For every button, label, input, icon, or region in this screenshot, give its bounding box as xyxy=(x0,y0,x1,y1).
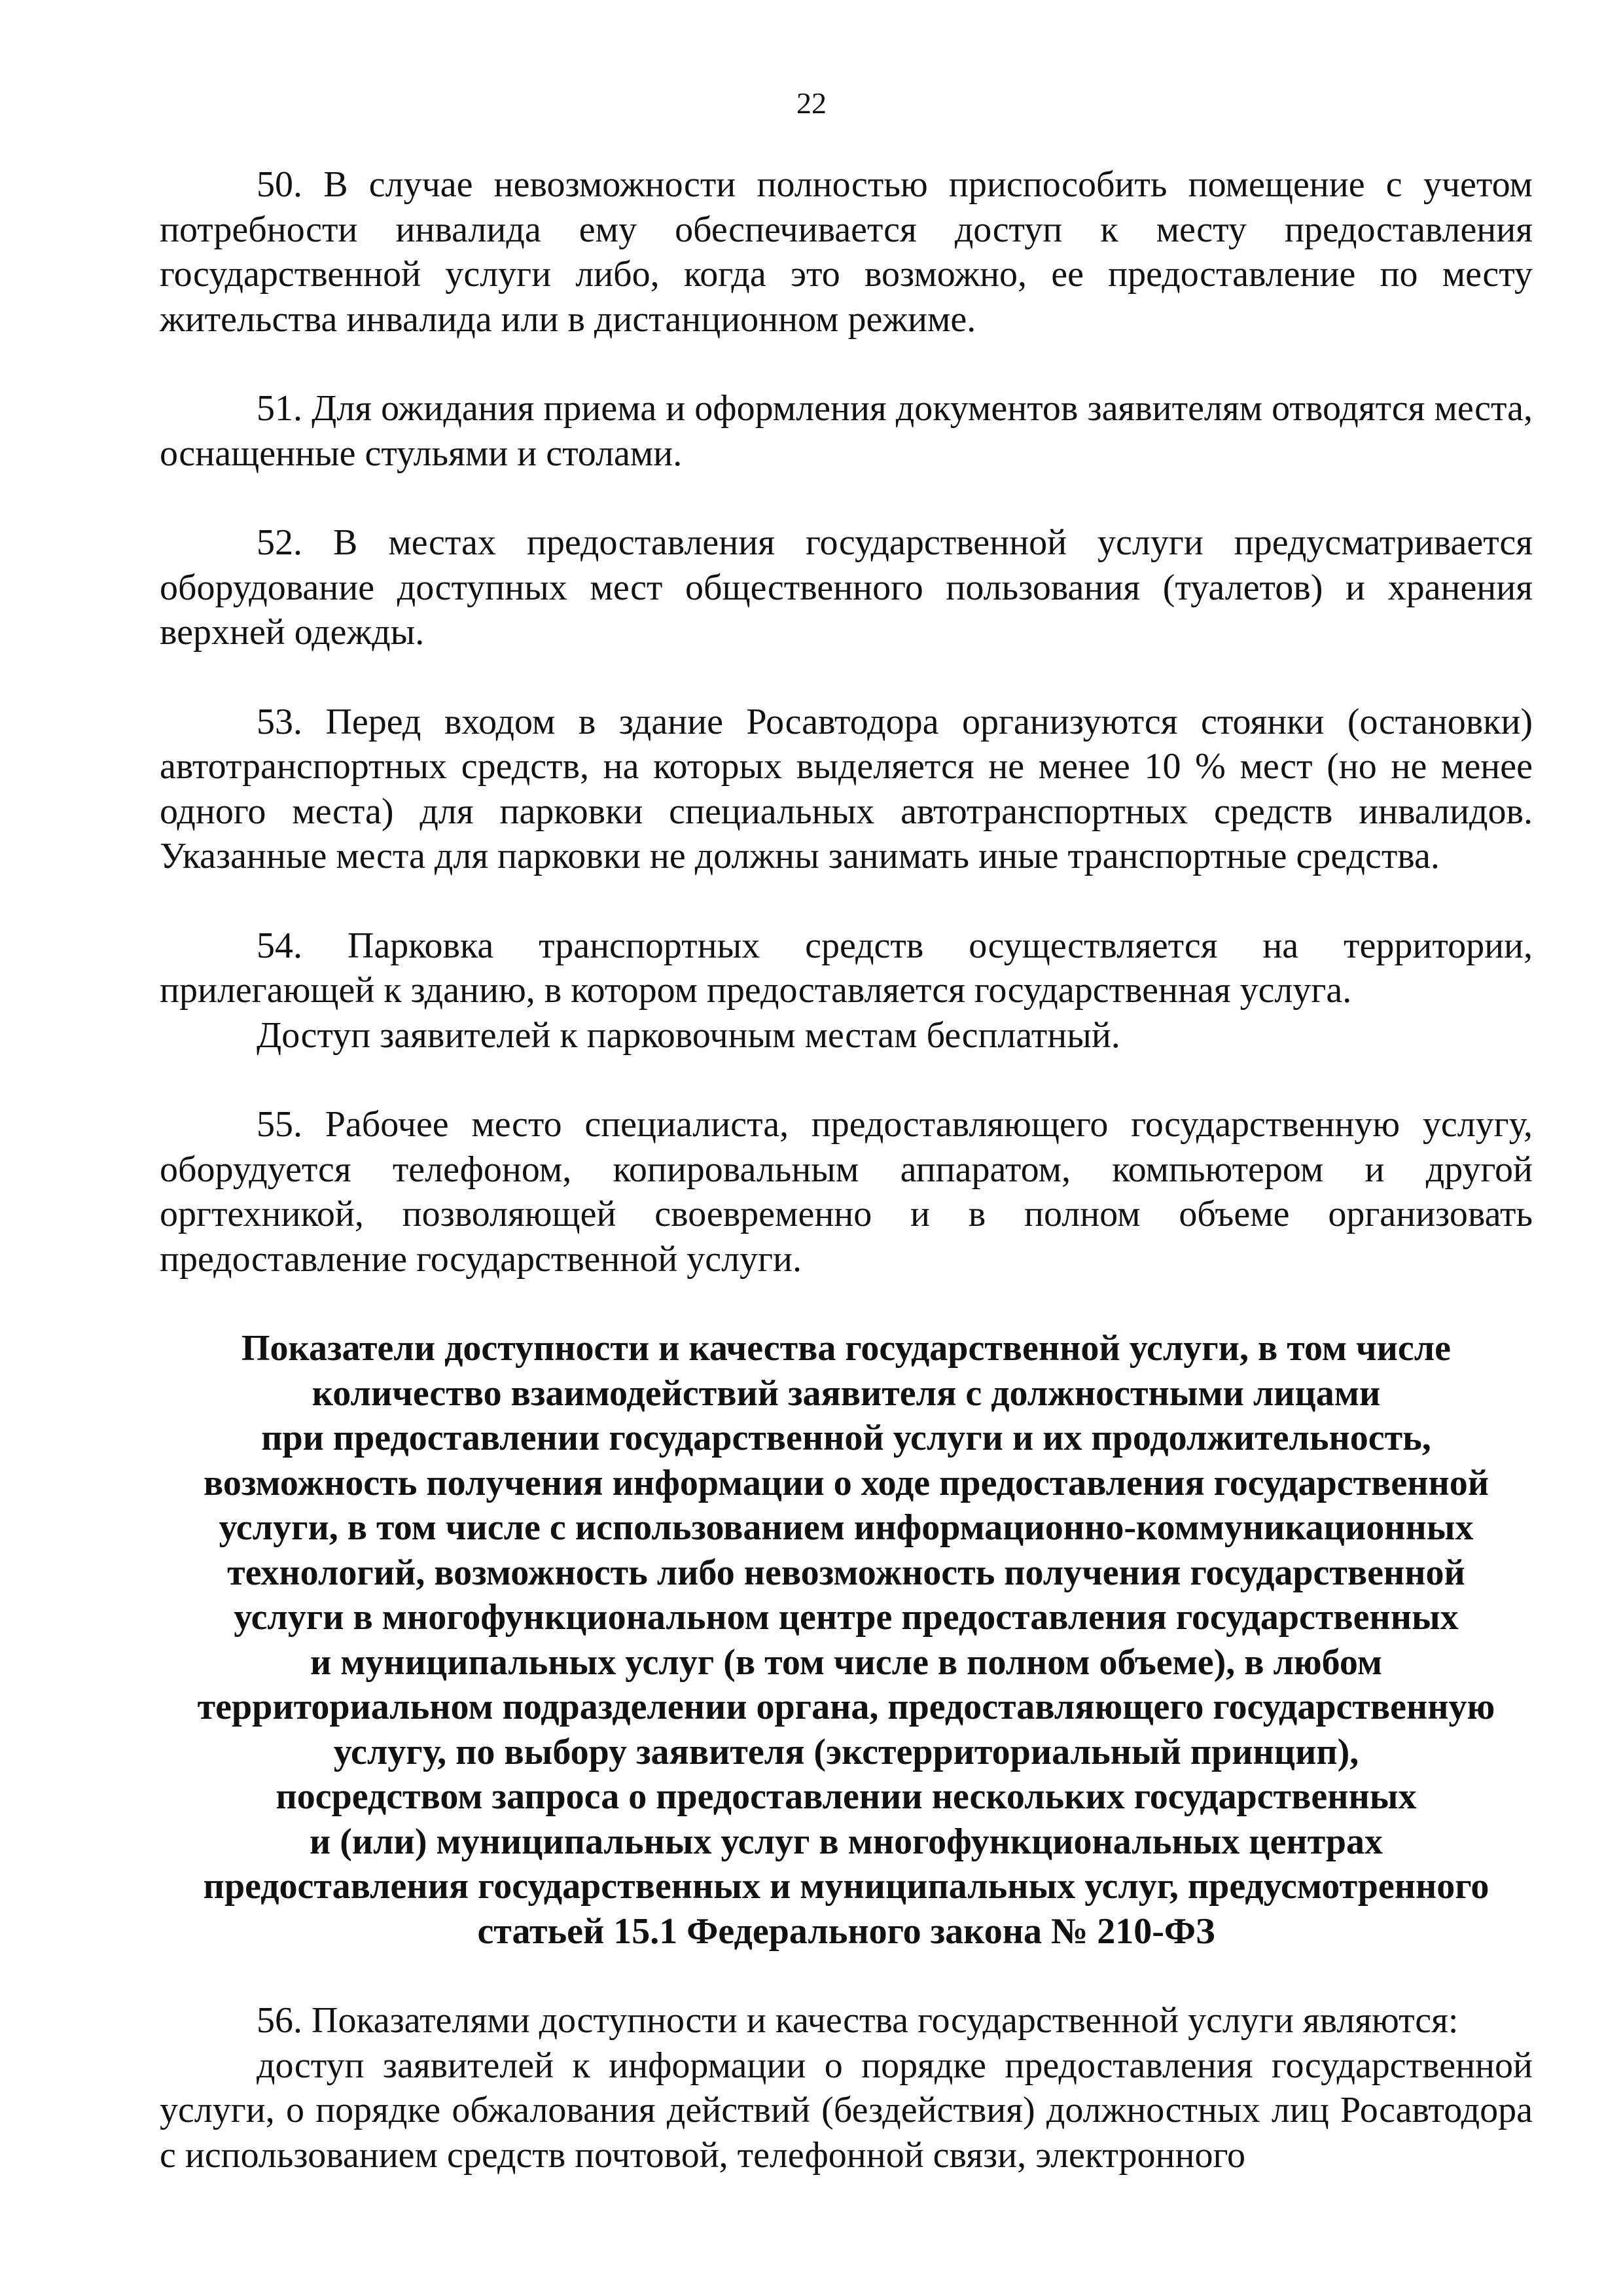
heading-line: количество взаимодействий заявителя с должностными лицами xyxy=(312,1372,1381,1414)
heading-line: технологий, возможность либо невозможность получения государственной xyxy=(227,1552,1465,1593)
heading-line: предоставления государственных и муниципальных услуг, предусмотренного xyxy=(203,1866,1489,1907)
paragraph-56: 56. Показателями доступности и качества государственной услуги являются: xyxy=(257,2000,1459,2041)
heading-line: и муниципальных услуг (в том числе в полном объеме), в любом xyxy=(310,1641,1383,1683)
document-body xyxy=(160,162,1533,2178)
heading-line: посредством запроса о предоставлении нескольких государственных xyxy=(276,1776,1417,1817)
heading-line: статьей 15.1 Федерального закона № 210-ФЗ xyxy=(477,1910,1215,1952)
heading-line: услуги в многофункциональном центре предоставления государственных xyxy=(234,1597,1459,1638)
paragraph-54: 54. Парковка транспортных средств осуществляется на территории, прилегающей к зданию, в котором предоставляется государственная услуга. xyxy=(160,925,1533,1011)
heading-line: услуги, в том числе с использованием информационно-коммуникационных xyxy=(219,1507,1474,1548)
paragraph-53: 53. Перед входом в здание Росавтодора организуются стоянки (остановки) автотранспортных средств, на которых выделяется не менее 10 % мест (но не менее одного места) для парковки специальных автотранспортных средств инвалидов. Указанные места для парковки не должны занимать иные транспортные средства. xyxy=(160,701,1533,876)
heading-line: возможность получения информации о ходе предоставления государственной xyxy=(203,1462,1489,1503)
paragraph-52: 52. В местах предоставления государственной услуги предусматривается оборудование доступных мест общественного пользования (туалетов) и хранения верхней одежды. xyxy=(160,522,1533,653)
heading-line: услугу, по выбору заявителя (экстерриториальный принцип), xyxy=(333,1731,1359,1772)
heading-line: при предоставлении государственной услуги и их продолжительность, xyxy=(261,1418,1431,1458)
heading-line: и (или) муниципальных услуг в многофункциональных центрах xyxy=(309,1821,1383,1862)
paragraph-50: 50. В случае невозможности полностью приспособить помещение с учетом потребности инвалида ему обеспечивается доступ к месту предоставления государственной услуги либо, когда это возможно, ее предоставление по месту жительства инвалида или в дистанционном режиме. xyxy=(160,164,1533,340)
paragraph-54-parking-access: Доступ заявителей к парковочным местам бесплатный. xyxy=(257,1014,1120,1056)
section-heading xyxy=(160,1326,1533,1954)
heading-line: Показатели доступности и качества государственной услуги, в том числе xyxy=(241,1328,1452,1369)
heading-line: территориальном подразделении органа, предоставляющего государственную xyxy=(197,1687,1495,1727)
paragraph-55: 55. Рабочее место специалиста, предоставляющего государственную услугу, оборудуется телефоном, копировальным аппаратом, компьютером и другой оргтехникой, позволяющей своевременно и в полном объеме организовать предоставление государственной услуги. xyxy=(160,1104,1533,1280)
paragraph-56-information-access: доступ заявителей к информации о порядке предоставления государственной услуги, о порядке обжалования действий (бездействия) должностных лиц Росавтодора с использованием средств почтовой, телефонной связи, электронного xyxy=(160,2045,1533,2176)
page-number: 22 xyxy=(796,86,827,120)
paragraph-51: 51. Для ожидания приема и оформления документов заявителям отводятся места, оснащенные стульями и столами. xyxy=(160,388,1533,474)
